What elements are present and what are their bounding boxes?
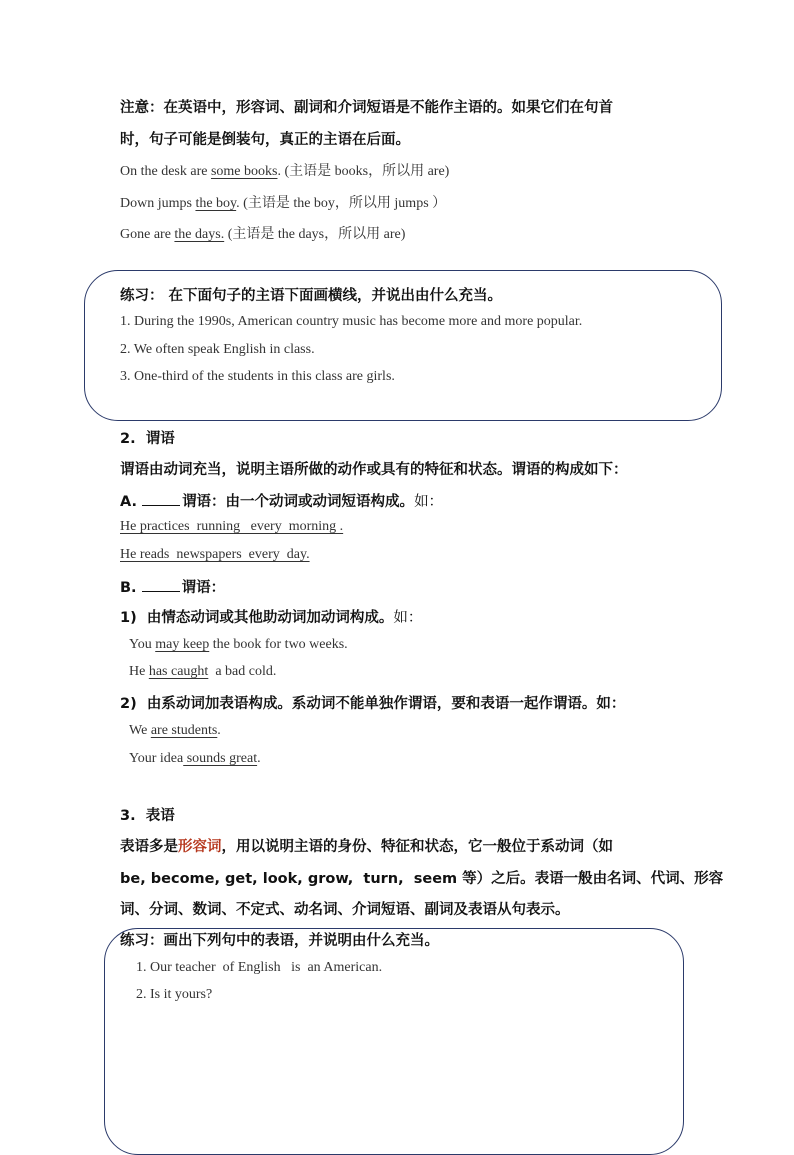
predicate-b-example: We are students. (129, 723, 221, 738)
practice-2-item: 1. Our teacher of English is an American. (136, 960, 383, 975)
predicate-heading: 2. 谓语 (120, 431, 175, 447)
predicative-line-2: be, become, get, look, grow, turn, seem 等）之后。表语一般由名词、代词、形容 (120, 871, 724, 887)
predicative-line-1: 表语多是形容词，用以说明主语的身份、特征和状态，它一般位于系动词（如 (120, 839, 613, 855)
predicate-b-rule-1: 1) 由情态动词或其他助动词加动词构成。如： (120, 610, 423, 626)
predicate-b-example: He has caught a bad cold. (129, 664, 277, 679)
practice-1-title: 练习： 在下面句子的主语下面画横线，并说出由什么充当。 (120, 288, 503, 304)
predicate-b-rule-2: 2) 由系动词加表语构成。系动词不能单独作谓语，要和表语一起作谓语。如： (120, 696, 626, 712)
fill-in-blank[interactable] (142, 577, 180, 592)
example-sentence: On the desk are some books. (主语是 books，所以用 are) (120, 164, 450, 179)
practice-2-title: 练习：画出下列句中的表语，并说明由什么充当。 (120, 933, 439, 949)
example-sentence: Down jumps the boy. (主语是 the boy，所以用 jumps ） (120, 196, 447, 211)
predicate-a-example: He practices running every morning . (120, 519, 344, 534)
predicative-heading: 3. 表语 (120, 808, 175, 824)
note-line-1: 注意：在英语中，形容词、副词和介词短语是不能作主语的。如果它们在句首 (120, 100, 613, 116)
note-line-2: 时，句子可能是倒装句，真正的主语在后面。 (120, 132, 410, 148)
example-sentence: Gone are the days. (主语是 the days，所以用 are) (120, 227, 406, 242)
predicate-type-b: B. 谓语： (120, 576, 225, 597)
practice-1-item: 1. During the 1990s, American country music has become more and more popular. (120, 314, 583, 329)
predicate-b-example: You may keep the book for two weeks. (129, 637, 348, 652)
predicate-type-a: A. 谓语：由一个动词或动词短语构成。如： (120, 490, 443, 511)
predicative-line-3: 词、分词、数词、不定式、动名词、介词短语、副词及表语从句表示。 (120, 902, 570, 918)
predicate-description: 谓语由动词充当，说明主语所做的动作或具有的特征和状态。谓语的构成如下： (120, 462, 628, 478)
fill-in-blank[interactable] (142, 491, 180, 506)
predicate-b-example: Your idea sounds great. (129, 751, 261, 766)
practice-2-item: 2. Is it yours? (136, 987, 213, 1002)
practice-1-item: 2. We often speak English in class. (120, 342, 315, 357)
predicate-a-example: He reads newspapers every day. (120, 547, 310, 562)
practice-1-item: 3. One-third of the students in this class are girls. (120, 369, 395, 384)
